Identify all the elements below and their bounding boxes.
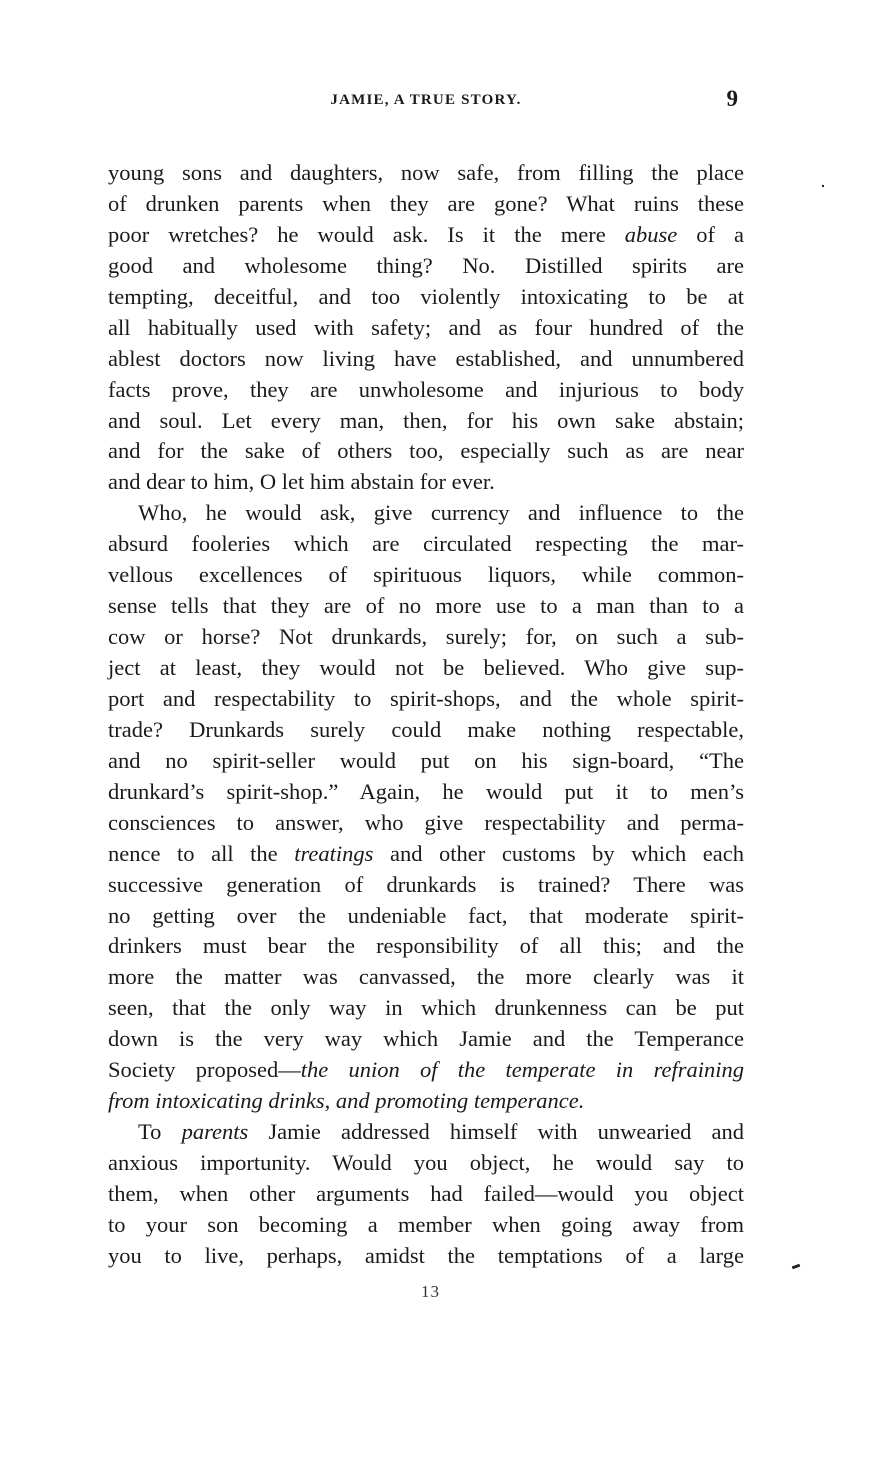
text-run: and other customs by which each [373, 840, 744, 866]
text-line [108, 1117, 744, 1148]
text-line [108, 406, 744, 437]
text-run: ablest doctors now living have established, and unnumbered [108, 345, 744, 371]
italic-text: the union of the temperate in refraining [300, 1057, 744, 1083]
text-line [108, 870, 744, 901]
text-line [108, 715, 744, 746]
text-line [108, 839, 744, 870]
text-run: ject at least, they would not be believed. Who give sup- [108, 655, 744, 680]
text-line [108, 901, 744, 932]
text-run: good and wholesome thing? No. Distilled spirits are [108, 252, 744, 278]
text-run: facts prove, they are unwholesome and injurious to body [108, 376, 744, 402]
text-run: nence to all the [108, 840, 295, 866]
paragraph [108, 498, 744, 1117]
italic-text: treatings [294, 840, 374, 866]
text-line [108, 1055, 744, 1086]
text-run: of a [677, 221, 744, 247]
signature-mark: 13 [421, 1282, 440, 1301]
text-line [108, 1086, 744, 1117]
text-run: young sons and daughters, now safe, from filling the place [108, 160, 744, 185]
text-line [108, 808, 744, 839]
text-run: port and respectability to spirit-shops, and the whole spirit- [108, 685, 744, 711]
text-line [108, 746, 744, 777]
text-line [108, 1148, 744, 1179]
text-line [108, 962, 744, 993]
text-line [108, 622, 744, 653]
text-run: of drunken parents when they are gone? What ruins these [108, 190, 744, 216]
text-run: seen, that the only way in which drunkenness can be put [108, 995, 744, 1021]
text-run: vellous excellences of spirituous liquors, while common- [108, 562, 744, 588]
text-line [108, 684, 744, 715]
text-run: down is the very way which Jamie and the Temperance [108, 1026, 744, 1052]
text-line [108, 251, 744, 282]
text-line [108, 560, 744, 591]
paragraph [108, 158, 744, 498]
text-line [108, 375, 744, 406]
paragraph [108, 1117, 744, 1272]
text-run: them, when other arguments had failed—would you object [108, 1180, 744, 1206]
text-run: trade? Drunkards surely could make nothing respectable, [108, 716, 744, 742]
text-line [108, 436, 744, 467]
text-run: To [138, 1119, 182, 1145]
text-run: and soul. Let every man, then, for his own sake abstain; [108, 407, 744, 433]
page-number: 9 [726, 86, 738, 111]
text-run: absurd fooleries which are circulated respecting the mar- [108, 531, 744, 557]
text-run: drinkers must bear the responsibility of all this; and the [108, 933, 744, 959]
text-line [108, 313, 744, 344]
text-run: sense tells that they are of no more use to a man than to a [108, 593, 744, 619]
text-run: Jamie addressed himself with unwearied and [248, 1119, 744, 1145]
text-line [108, 498, 744, 529]
body-text [108, 158, 744, 1272]
italic-text: from intoxicating drinks, and promoting temperance. [108, 1088, 585, 1114]
text-line [108, 591, 744, 622]
text-line [108, 189, 744, 220]
text-line [108, 158, 744, 189]
text-run: and dear to him, O let him abstain for ever. [108, 469, 495, 495]
text-run: you to live, perhaps, amidst the temptations of a large [108, 1242, 744, 1268]
text-line [108, 344, 744, 375]
text-run: more the matter was canvassed, the more clearly was it [108, 964, 744, 990]
text-run: cow or horse? Not drunkards, surely; for, on such a sub- [108, 624, 744, 650]
running-head [108, 88, 744, 114]
text-run: Who, he would ask, give currency and influence to the [138, 500, 744, 526]
text-line [108, 931, 744, 962]
text-line [108, 1024, 744, 1055]
text-run: and no spirit-seller would put on his sign-board, “The [108, 747, 744, 773]
text-line [108, 777, 744, 808]
text-run: tempting, deceitful, and too violently intoxicating to be at [108, 283, 744, 309]
text-run: anxious importunity. Would you object, he would say to [108, 1150, 744, 1175]
text-run: to your son becoming a member when going away from [108, 1211, 744, 1237]
text-run: and for the sake of others too, especially such as are near [108, 438, 744, 464]
italic-text: abuse [624, 221, 678, 247]
text-line [108, 1241, 744, 1272]
running-head-title: JAMIE, A TRUE STORY. [330, 92, 522, 108]
text-run: no getting over the undeniable fact, that moderate spirit- [108, 902, 744, 928]
text-run: poor wretches? he would ask. Is it the mere [108, 221, 625, 247]
text-run: consciences to answer, who give respectability and perma- [108, 809, 744, 835]
margin-speck [792, 1264, 801, 1270]
text-line [108, 1179, 744, 1210]
text-line [108, 220, 744, 251]
text-line [108, 282, 744, 313]
text-line [108, 1210, 744, 1241]
text-run: successive generation of drunkards is trained? There was [108, 871, 744, 897]
text-run: drunkard’s spirit-shop.” Again, he would put it to men’s [108, 778, 744, 804]
text-run: Society proposed— [108, 1057, 301, 1083]
text-line [108, 467, 744, 498]
italic-text: parents [181, 1119, 249, 1145]
text-run: all habitually used with safety; and as four hundred of the [108, 314, 744, 340]
text-line [108, 653, 744, 684]
text-line [108, 993, 744, 1024]
margin-speck [822, 185, 824, 187]
text-line [108, 529, 744, 560]
